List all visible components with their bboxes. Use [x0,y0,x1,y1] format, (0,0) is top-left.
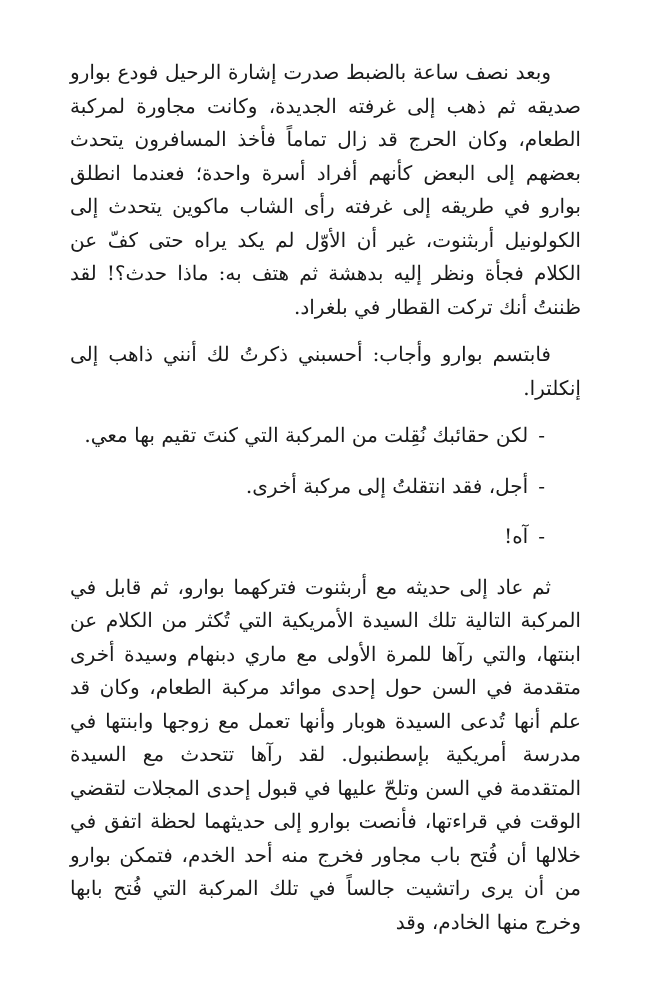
paragraph-poirot-reply: فابتسم بوارو وأجاب: أحسبني ذكرتُ لك أنني ذاهب إلى إنكلترا. [70,342,581,400]
dialogue-dash: - [538,423,545,447]
dialogue-dash: - [538,524,545,548]
dialogue-text: آه! [504,524,529,548]
dialogue-dash: - [538,473,545,498]
dialogue-line [70,470,545,504]
paragraph-departure: وبعد نصف ساعة بالضبط صدرت إشارة الرحيل فودع بوارو صديقه ثم ذهب إلى غرفته الجديدة، وكانت مجاورة لمركبة الطعام، وكان الحرج قد زال تماماً فأخذ المسافرون يتحدث بعضهم إلى البعض كأنهم أفراد أسرة واحدة؛ فعندما انطلق بوارو في طريقه إلى غرفته رأى الشاب ماكوين يتحدث إلى الكولونيل أربثنوت، غير أن الأوّل لم يكد يراه حتى كفّ عن الكلام فجأة ونظر إليه بدهشة ثم هتف به: ماذا حدث؟! لقد ظننتُ أنك تركت القطار في بلغراد. [70,60,581,319]
dialogue-line [70,419,545,453]
dialogue-text: لكن حقائبك نُقِلت من المركبة التي كنتَ تقيم بها معي. [84,423,529,447]
paragraph-mrs-hubbard: ثم عاد إلى حديثه مع أربثنوت فتركهما بوارو، ثم قابل في المركبة التالية تلك السيدة الأمريكية التي تُكثر من الكلام عن ابنتها، والتي رآها للمرة الأولى مع ماري دبنهام وسيدة أخرى متقدمة في السن حول إحدى موائد مركبة الطعام، وكان قد علم أنها تُدعى السيدة هوبار وأنها تعمل مع زوجها وابنتها في مدرسة أمريكية بإسطنبول. لقد رآها تتحدث مع السيدة المتقدمة في السن وتلحّ عليها في قبول إحدى المجلات لتقضي الوقت في قراءتها، فأنصت بوارو إلى حديثهما لحظة اتفق في خلالها أن فُتح باب مجاور فخرج منه أحد الخدم، فتمكن بوارو من أن يرى راتشيت جالساً في تلك المركبة التي فُتح بابها وخرج منها الخادم، وقد [70,574,581,934]
dialogue-line [70,520,545,554]
dialogue-lines [70,419,581,554]
dialogue-text: أجل، فقد انتقلتُ إلى مركبة أخرى. [245,473,529,498]
